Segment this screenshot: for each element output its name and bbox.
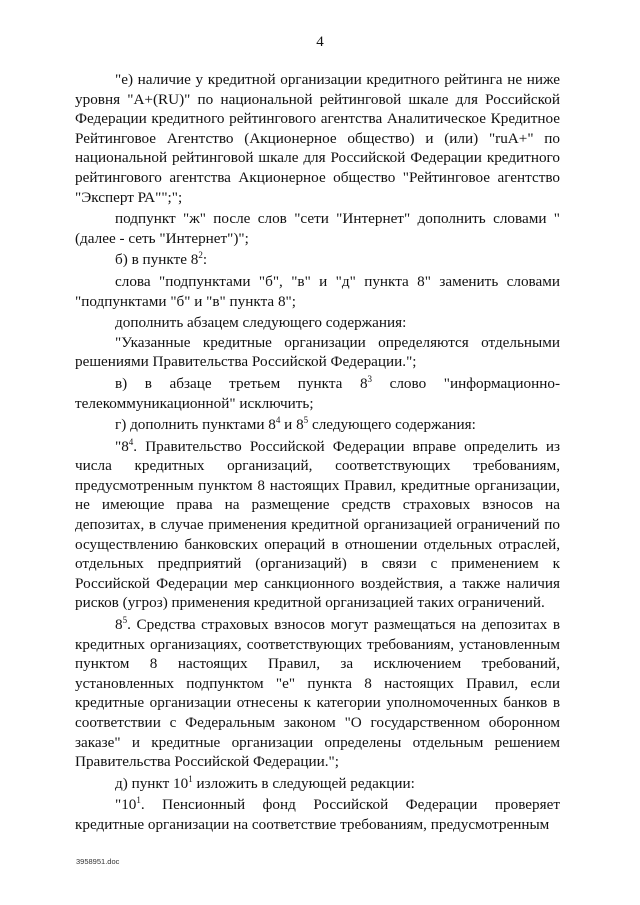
paragraph-8-4: "$8^4$. Правительство Российской Федерации вправе определить из числа кредитных организаций, соответствующих требованиям, предусмотренным пунктом 8 настоящих Правил, кредитные организации, не имеющие права на размещение средств страховых взносов на депозитах, в случае применения кредитной организацией ограничений по осуществлению банковских операций в отношении отдельных отраслей, отдельных предприятий (организаций) в связи с применением к Российской Федерации мер санкционного воздействия, а также наличия рисков (угроз) применения кредитной организацией таких ограничений. [75,436,560,612]
paragraph-quoted-orgs: "Указанные кредитные организации определяются отдельными решениями Правительства Российской Федерации."; [75,333,560,371]
paragraph-e-rating: "е) наличие у кредитной организации кредитного рейтинга не ниже уровня "A+(RU)" по национальной рейтинговой шкале для Российской Федерации кредитного рейтингового агентства Аналитическое Кредитное Рейтинговое Агентство (Акционерное общество) и (или) "ruA+" по национальной рейтинговой шкале для Российской Федерации кредитного рейтингового агентства Акционерное общество "Рейтинговое агентство "Эксперт РА"";"; [75,71,560,206]
paragraph-v-remove-word: в) в абзаце третьем пункта $8^3$ слово "информационно-телекоммуникационной" исключить; [75,373,560,412]
paragraph-g-add-points: г) дополнить пунктами $8^4$ и $8^5$ следующего содержания: [115,415,476,434]
paragraph-zh-internet: подпункт "ж" после слов "сети "Интернет" дополнить словами "(далее - сеть "Интернет")"; [75,210,560,247]
paragraph-8-5: $8^5$. Средства страховых взносов могут размещаться на депозитах в кредитных организациях, соответствующих требованиям, установленным пунктом 8 настоящих Правил, за исключением требований, установленных подпунктом "е" пункта 8 настоящих Правил, если кредитные организации отнесены к категории уполномоченных банков в соответствии с Федеральным законом "О государственном оборонном заказе" и кредитные организации определены отдельным решением Правительства Российской Федерации."; [75,614,560,771]
paragraph-10-1: "$10^1$. Пенсионный фонд Российской Федерации проверяет кредитные организации на соответствие требованиям, предусмотренным [75,795,560,833]
paragraph-add-abzac: дополнить абзацем следующего содержания: [115,314,407,332]
document-body [75,70,560,835]
paragraph-b-heading: б) в пункте $8^2$: [115,250,208,269]
page-number: 4 [316,34,324,50]
document-id-footer: 3958951.doc [76,857,120,866]
paragraph-d-point-10-1: д) пункт $10^1$ изложить в следующей редакции: [115,773,415,792]
paragraph-replace-words: слова "подпунктами "б", "в" и "д" пункта 8" заменить словами "подпунктами "б" и "в" пункта 8"; [75,272,560,310]
